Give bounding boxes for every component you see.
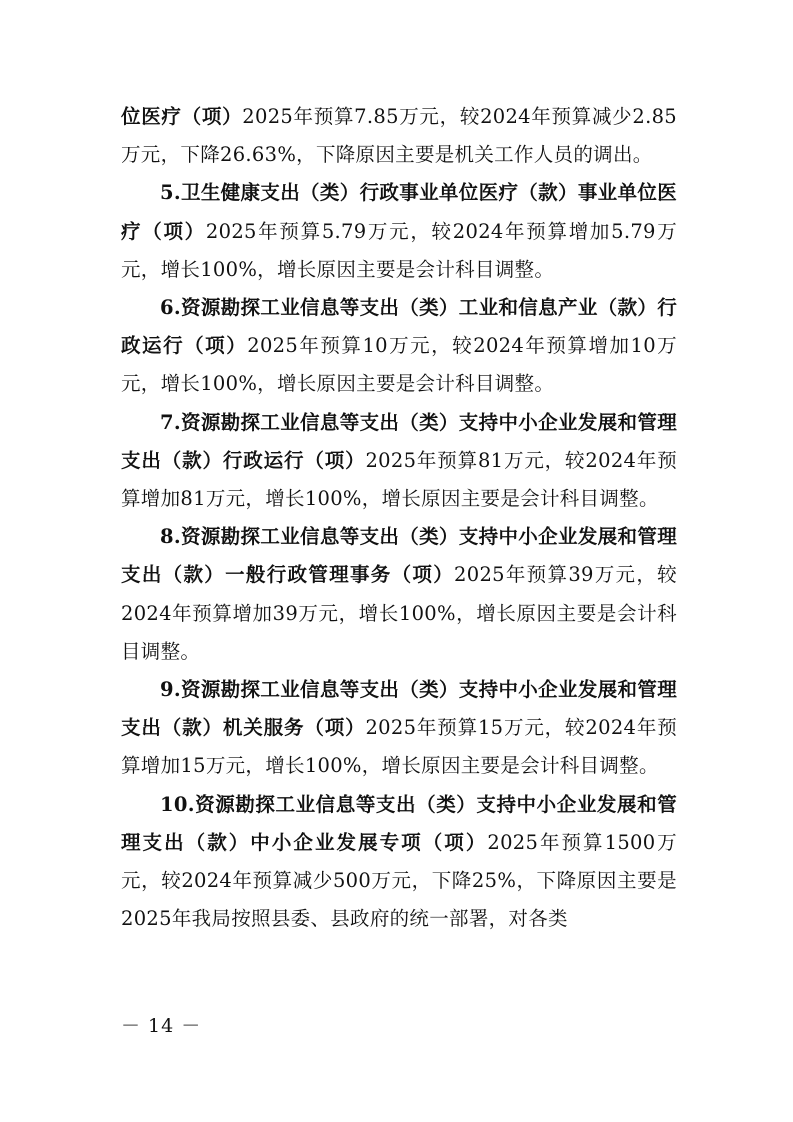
- paragraph-continuation: [121, 98, 677, 174]
- paragraph-body: 2025年预算81万元，较2024年预算增加81万元，增长100%，增长原因主要是会计科目调整。: [121, 448, 677, 511]
- paragraph-item-9: [121, 671, 677, 786]
- paragraph-body: 2025年预算10万元，较2024年预算增加10万元，增长100%，增长原因主要是会计科目调整。: [121, 334, 677, 396]
- paragraph-heading: 9.资源勘探工业信息等支出（类）支持中小企业发展和管理支出（款）机关服务（项）: [121, 678, 677, 740]
- paragraph-item-8: [121, 518, 677, 671]
- paragraph-heading: 8.资源勘探工业信息等支出（类）支持中小企业发展和管理支出（款）一般行政管理事务（项）: [121, 525, 677, 587]
- paragraph-body: 2025年预算39万元，较2024年预算增加39万元，增长100%，增长原因主要是会计科目调整。: [121, 563, 677, 663]
- paragraph-heading: 6.资源勘探工业信息等支出（类）工业和信息产业（款）行政运行（项）: [121, 296, 677, 358]
- paragraph-body: 2025年预算15万元，较2024年预算增加15万元，增长100%，增长原因主要是会计科目调整。: [121, 716, 677, 778]
- paragraph-item-10: [121, 786, 677, 939]
- paragraph-body: 2025年预算1500万元，较2024年预算减少500万元，下降25%，下降原因主要是2025年我局按照县委、县政府的统一部署，对各类: [121, 830, 677, 931]
- paragraph-heading: 10.资源勘探工业信息等支出（类）支持中小企业发展和管理支出（款）中小企业发展专项（项）: [121, 792, 677, 854]
- body-text: [121, 98, 677, 938]
- paragraph-heading: 5.卫生健康支出（类）行政事业单位医疗（款）事业单位医疗（项）: [121, 181, 677, 243]
- paragraph-heading: 位医疗（项）: [121, 105, 243, 128]
- paragraph-heading: 7.资源勘探工业信息等支出（类）支持中小企业发展和管理支出（款）行政运行（项）: [121, 410, 677, 472]
- paragraph-item-5: [121, 174, 677, 289]
- paragraph-body: 2025年预算5.79万元，较2024年预算增加5.79万元，增长100%，增长原因主要是会计科目调整。: [121, 219, 677, 281]
- paragraph-item-6: [121, 289, 677, 404]
- paragraph-body: 2025年预算7.85万元，较2024年预算减少2.85万元，下降26.63%，下降原因主要是机关工作人员的调出。: [121, 105, 677, 167]
- paragraph-item-7: [121, 404, 677, 519]
- page-number: － 14 －: [121, 1015, 202, 1037]
